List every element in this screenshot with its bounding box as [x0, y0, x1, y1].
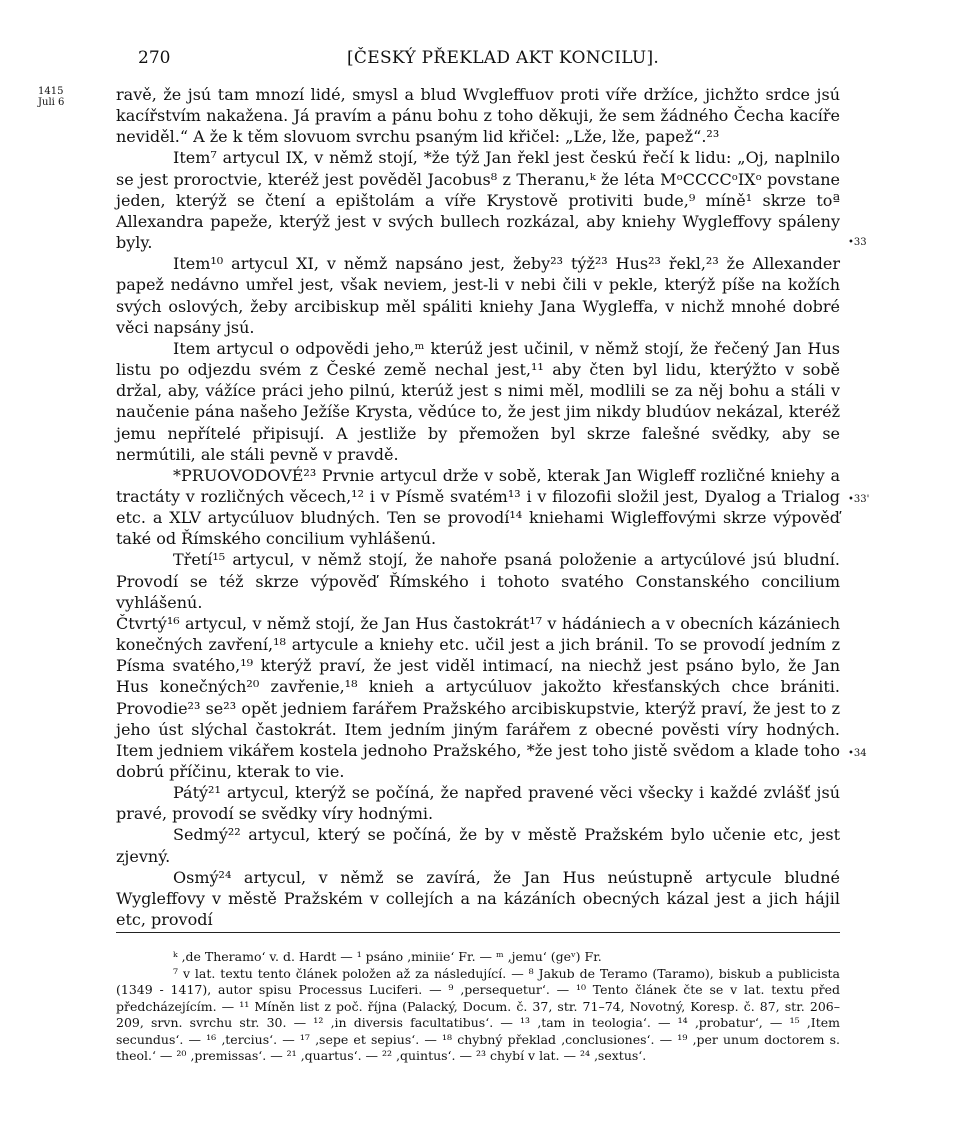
paragraph-7: Čtvrtý¹⁶ artycul, v němž stojí, že Jan Hus častokrát¹⁷ v hádániech a v obecních kázániech konečných zavření,¹⁸ artycule a kniehy etc. učil jest a jich bránil. To se provodí jedním z Písma svatého,¹⁹ kterýž praví, že jest viděl intimací, na niechž jest psáno bylo, že Jan Hus konečných²⁰ zavřenie,¹⁸ knieh a artycúluov jakožto křesťanských chce brániti. Provodie²³ se²³ opět jedniem farářem Pražského arcibiskupstvie, kterýž praví, že jest to z jeho úst slýchal častokrát. Item jedním jiným farářem z obecné pověsti víry hodných. Item jedniem vikářem kostela jednoho Pražského, *že jest toho jistě svědom a klade toho dobrú příčinu, kterak to vie. [116, 613, 840, 781]
paragraph-6: Třetí¹⁵ artycul, v němž stojí, že nahoře psaná položenie a artycúlové jsú bludní. Provodí se též skrze výpověď Římského i tohoto svatého Constanského concilium vyhlášenú. [116, 550, 840, 612]
paragraph-1: ravě, že jsú tam mnozí lidé, smysl a blud Wvgleffuov proti víře držíce, jichžto srdce jsú kacířstvím nakažena. Já pravím a pánu bohu z toho děkuji, že sem žádného Čecha kacíře neviděl.“ A že k těm slovuom svrchu psaným lid křičel: „Lže, lže, papež“.²³ [116, 85, 840, 147]
margin-note-3: •34 [848, 748, 867, 759]
margin-note-1: •33 [848, 237, 867, 248]
paragraph-10: Osmý²⁴ artycul, v němž se zavírá, že Jan Hus neústupně artycule bludné Wygleffovy v městě Pražském v collejích a na kázáních obecných kázal jest a jich hájil etc, provodí [116, 867, 840, 930]
paragraph-9: Sedmý²² artycul, který se počíná, že by v městě Pražském bylo učenie etc, jest zjevný. [116, 825, 840, 866]
running-title: [ČESKÝ PŘEKLAD AKT KONCILU]. [347, 48, 660, 68]
page-number: 270 [138, 48, 171, 68]
footnote-numbers: ⁷ v lat. textu tento článek položen až za následující. — ⁸ Jakub de Teramo (Taramo), biskub a publicista (1349 - 1417), autor spisu Processus Luciferi. — ⁹ ‚persequetur‘. — ¹⁰ Tento článek čte se v lat. textu před předcházejícím. — ¹¹ Míněn list z poč. října (Palacký, Docum. č. 37, str. 71–74, Novotný, Koresp. č. 87, str. 206–209, srvn. svrchu str. 30. — ¹² ‚in diversis facultatibus‘. — ¹³ ‚tam in teologia‘. — ¹⁴ ‚probatur‘, — ¹⁵ ‚Item secundus‘. — ¹⁶ ‚tercius‘. — ¹⁷ ‚sepe et sepius‘. — ¹⁸ chybný překlad ‚conclusiones‘. — ¹⁹ ‚per unum doctorem s. theol.‘ — ²⁰ ‚premissas‘. — ²¹ ‚quartus‘. — ²² ‚quintus‘. — ²³ chybí v lat. — ²⁴ ‚sextus‘. [116, 965, 840, 1063]
paragraph-5: *PRUOVODOVÉ²³ Prvnie artycul drže v sobě, kterak Jan Wigleff rozličné kniehy a tractáty v rozličných věcech,¹² i v Písmě svatém¹³ i v filozofii složil jest, Dyalog a Trialog etc. a XLV artycúluov bludných. Ten se provodí¹⁴ kniehami Wigleffovými skrze výpověď také od Římského concilium vyhlášenú. [116, 465, 840, 549]
footnote-separator [116, 932, 840, 933]
margin-year: 1415 [38, 86, 64, 97]
page-header [116, 48, 840, 72]
footnote-letters: ᵏ ‚de Theramo‘ v. d. Hardt — ¹ psáno ‚miniie‘ Fr. — ᵐ ‚jemu‘ (geᵛ) Fr. [173, 949, 602, 964]
paragraph-3: Item¹⁰ artycul XI, v němž napsáno jest, žeby²³ týž²³ Hus²³ řekl,²³ že Allexander papež nedávno umřel jest, však neviem, jest-li v nebi čili v pekle, kterýž píše na kožích svých oslových, žeby arcibiskup měl spáliti kniehy Jana Wygleffa, v nichž mnohé dobré věci napsány jsú. [116, 254, 840, 337]
paragraph-4: Item artycul o odpovědi jeho,ᵐ kterúž jest učinil, v němž stojí, že řečený Jan Hus listu po odjezdu svém z České země nechal jest,¹¹ aby čten byl lidu, kterýžto v sobě držal, aby, vážíce práci jeho pilnú, kterúž jest s nimi měl, modlili se za něj bohu a stáli v naučenie pána našeho Ježíše Krysta, vědúce to, že jest jim nikdy bludúov nekázal, kteréž jemu nepřítelé připisují. A jestliže by přemožen byl skrze falešné svědky, aby se nermútili, ale stáli pevně v pravdě. [116, 338, 840, 464]
paragraph-2: Item⁷ artycul IX, v němž stojí, *že týž Jan řekl jest českú řečí k lidu: „Oj, naplnilo se jest proroctvie, kteréž jest pověděl Jacobus⁸ z Theranu,ᵏ že léta MᵒCCCCᵒIXᵒ povstane jeden, kterýž se čtení a epištolám a víře Krystově protiviti bude,⁹ míně¹ skrze toª Allexandra papeže, kterýž jest v svých bullech rozkázal, aby kniehy Wygleffovy spáleny byly. [116, 148, 840, 253]
footnotes [116, 949, 840, 1065]
body-text [116, 84, 840, 930]
margin-day: Juli 6 [38, 97, 65, 108]
margin-note-2: •33' [848, 494, 870, 505]
margin-date [38, 86, 64, 108]
paragraph-8: Pátý²¹ artycul, kterýž se počíná, že napřed pravené věci všecky i každé zvlášť jsú pravé, provodí se svědky víry hodnými. [116, 783, 840, 824]
